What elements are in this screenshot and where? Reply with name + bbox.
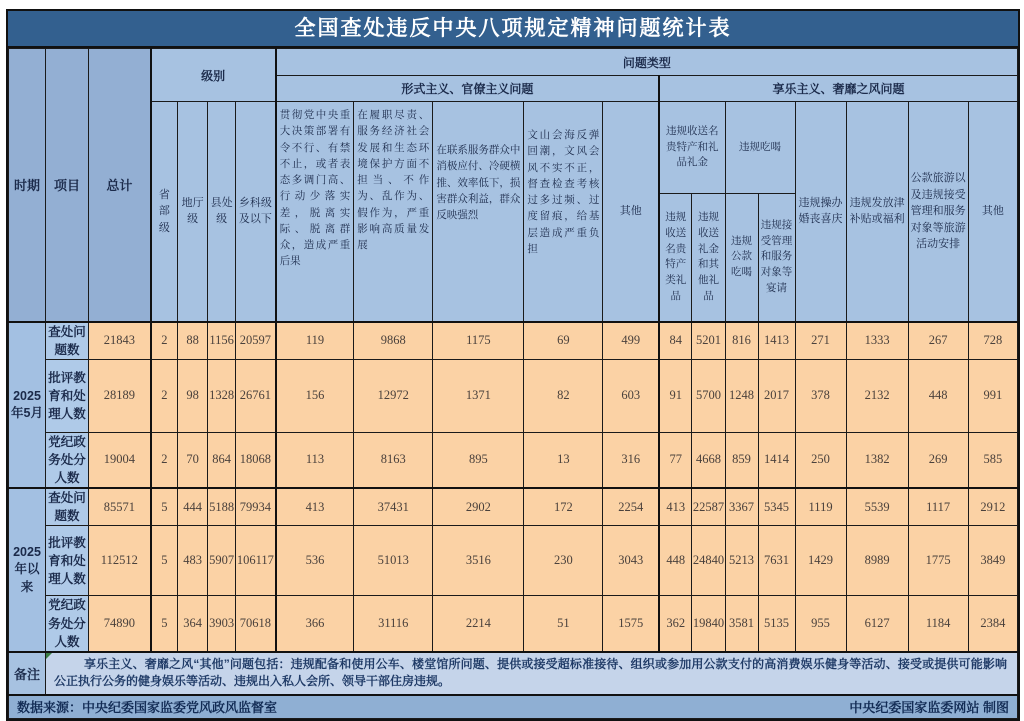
value-cell: 12972 (354, 359, 433, 432)
value-cell: 895 (433, 432, 524, 488)
header-formalism-group: 形式主义、官僚主义问题 (276, 76, 659, 102)
value-cell: 5539 (846, 488, 908, 526)
value-cell: 413 (659, 488, 692, 526)
value-cell: 378 (795, 359, 846, 432)
header-formalism-col-3: 在联系服务群众中消极应付、冷硬横推、效率低下，损害群众利益，群众反映强烈 (433, 102, 524, 322)
value-cell: 113 (276, 432, 354, 488)
remark-label: 备注 (9, 652, 46, 695)
period-label: 2025年以来 (9, 488, 46, 652)
value-cell: 1156 (208, 322, 236, 360)
value-cell: 5188 (208, 488, 236, 526)
remark-row (9, 652, 1018, 695)
value-cell: 21843 (89, 322, 151, 360)
statistics-table (8, 48, 1018, 719)
value-cell: 119 (276, 322, 354, 360)
value-cell: 1333 (846, 322, 908, 360)
value-cell: 7631 (758, 526, 795, 596)
header-total: 总计 (89, 49, 151, 322)
header-gift-col-specialty: 违规收送名贵特产类礼品 (659, 194, 692, 322)
value-cell: 3516 (433, 526, 524, 596)
header-hedonism-col-travel: 公款旅游以及违规接受管理和服务对象等旅游活动安排 (908, 102, 968, 322)
value-cell: 70618 (236, 596, 276, 652)
table-body (9, 322, 1018, 652)
value-cell: 2 (151, 432, 178, 488)
header-formalism-col-1: 贯彻党中央重大决策部署有令不行、有禁不止，或者表态多调门高、行动少落实差，脱离实际、脱离群众，造成严重后果 (276, 102, 354, 322)
item-label: 批评教育和处理人数 (46, 526, 89, 596)
value-cell: 3581 (725, 596, 758, 652)
header-hedonism-group: 享乐主义、奢靡之风问题 (659, 76, 1018, 102)
value-cell: 2017 (758, 359, 795, 432)
table-row (9, 359, 1018, 432)
item-label: 查处问题数 (46, 488, 89, 526)
period-label: 2025年5月 (9, 322, 46, 489)
value-cell: 74890 (89, 596, 151, 652)
value-cell: 112512 (89, 526, 151, 596)
value-cell: 1184 (908, 596, 968, 652)
value-cell: 1371 (433, 359, 524, 432)
table-row (9, 322, 1018, 360)
value-cell: 366 (276, 596, 354, 652)
value-cell: 271 (795, 322, 846, 360)
value-cell: 69 (524, 322, 603, 360)
value-cell: 362 (659, 596, 692, 652)
value-cell: 1775 (908, 526, 968, 596)
value-cell: 79934 (236, 488, 276, 526)
header-level-group: 级别 (151, 49, 276, 102)
value-cell: 1414 (758, 432, 795, 488)
value-cell: 24840 (692, 526, 725, 596)
value-cell: 1248 (725, 359, 758, 432)
header-gift-col-money: 违规收送礼金和其他礼品 (692, 194, 725, 322)
item-label: 查处问题数 (46, 322, 89, 360)
header-dining-col-banquet: 违规接受管理和服务对象等宴请 (758, 194, 795, 322)
header-gift-group: 违规收送名贵特产和礼品礼金 (659, 102, 725, 194)
value-cell: 2254 (603, 488, 659, 526)
header-level-township: 乡科级及以下 (236, 102, 276, 322)
value-cell: 77 (659, 432, 692, 488)
value-cell: 250 (795, 432, 846, 488)
value-cell: 2 (151, 359, 178, 432)
value-cell: 5213 (725, 526, 758, 596)
value-cell: 230 (524, 526, 603, 596)
value-cell: 5 (151, 526, 178, 596)
value-cell: 3903 (208, 596, 236, 652)
statistics-table-container (6, 9, 1020, 721)
value-cell: 1413 (758, 322, 795, 360)
value-cell: 413 (276, 488, 354, 526)
value-cell: 3849 (968, 526, 1017, 596)
value-cell: 728 (968, 322, 1017, 360)
item-label: 批评教育和处理人数 (46, 359, 89, 432)
value-cell: 9868 (354, 322, 433, 360)
table-header (9, 49, 1018, 322)
value-cell: 18068 (236, 432, 276, 488)
value-cell: 91 (659, 359, 692, 432)
remark-cell (46, 652, 1018, 695)
header-item: 项目 (46, 49, 89, 322)
value-cell: 5135 (758, 596, 795, 652)
header-problem-group: 问题类型 (276, 49, 1018, 76)
credit-text: 中央纪委国家监委网站 制图 (849, 700, 1009, 716)
value-cell: 2 (151, 322, 178, 360)
table-row (9, 432, 1018, 488)
value-cell: 585 (968, 432, 1017, 488)
table-row (9, 488, 1018, 526)
value-cell: 106117 (236, 526, 276, 596)
value-cell: 364 (178, 596, 208, 652)
header-dining-col-public: 违规公款吃喝 (725, 194, 758, 322)
value-cell: 5201 (692, 322, 725, 360)
header-period: 时期 (9, 49, 46, 322)
item-label: 党纪政务处分人数 (46, 432, 89, 488)
value-cell: 28189 (89, 359, 151, 432)
header-dining-group: 违规吃喝 (725, 102, 795, 194)
header-level-province: 省部级 (151, 102, 178, 322)
value-cell: 1119 (795, 488, 846, 526)
value-cell: 5 (151, 488, 178, 526)
header-level-prefecture: 地厅级 (178, 102, 208, 322)
item-label: 党纪政务处分人数 (46, 596, 89, 652)
value-cell: 82 (524, 359, 603, 432)
value-cell: 1328 (208, 359, 236, 432)
value-cell: 1429 (795, 526, 846, 596)
value-cell: 3043 (603, 526, 659, 596)
value-cell: 444 (178, 488, 208, 526)
value-cell: 859 (725, 432, 758, 488)
header-formalism-col-4: 文山会海反弹回潮，文风会风不实不正，督查检查考核过多过频、过度留痕，给基层造成严重负担 (524, 102, 603, 322)
value-cell: 26761 (236, 359, 276, 432)
value-cell: 816 (725, 322, 758, 360)
value-cell: 2214 (433, 596, 524, 652)
value-cell: 1175 (433, 322, 524, 360)
value-cell: 13 (524, 432, 603, 488)
value-cell: 70 (178, 432, 208, 488)
value-cell: 22587 (692, 488, 725, 526)
cell-corner-marker (46, 653, 52, 659)
source-row (9, 695, 1018, 719)
value-cell: 51013 (354, 526, 433, 596)
value-cell: 448 (659, 526, 692, 596)
value-cell: 51 (524, 596, 603, 652)
value-cell: 483 (178, 526, 208, 596)
value-cell: 84 (659, 322, 692, 360)
header-hedonism-col-other: 其他 (968, 102, 1017, 322)
value-cell: 2132 (846, 359, 908, 432)
value-cell: 19004 (89, 432, 151, 488)
value-cell: 5 (151, 596, 178, 652)
value-cell: 85571 (89, 488, 151, 526)
value-cell: 5907 (208, 526, 236, 596)
table-title: 全国查处违反中央八项规定精神问题统计表 (8, 11, 1018, 48)
header-hedonism-col-wedding: 违规操办婚丧喜庆 (795, 102, 846, 322)
value-cell: 864 (208, 432, 236, 488)
value-cell: 1382 (846, 432, 908, 488)
value-cell: 955 (795, 596, 846, 652)
value-cell: 5345 (758, 488, 795, 526)
value-cell: 19840 (692, 596, 725, 652)
value-cell: 2384 (968, 596, 1017, 652)
value-cell: 1117 (908, 488, 968, 526)
value-cell: 31116 (354, 596, 433, 652)
header-hedonism-col-allowance: 违规发放津补贴或福利 (846, 102, 908, 322)
header-formalism-col-other: 其他 (603, 102, 659, 322)
value-cell: 1575 (603, 596, 659, 652)
value-cell: 156 (276, 359, 354, 432)
value-cell: 499 (603, 322, 659, 360)
value-cell: 8163 (354, 432, 433, 488)
value-cell: 20597 (236, 322, 276, 360)
value-cell: 2902 (433, 488, 524, 526)
value-cell: 172 (524, 488, 603, 526)
value-cell: 8989 (846, 526, 908, 596)
table-row (9, 526, 1018, 596)
value-cell: 269 (908, 432, 968, 488)
value-cell: 98 (178, 359, 208, 432)
table-row (9, 596, 1018, 652)
value-cell: 448 (908, 359, 968, 432)
value-cell: 5700 (692, 359, 725, 432)
value-cell: 37431 (354, 488, 433, 526)
value-cell: 4668 (692, 432, 725, 488)
header-level-county: 县处级 (208, 102, 236, 322)
value-cell: 316 (603, 432, 659, 488)
value-cell: 536 (276, 526, 354, 596)
value-cell: 267 (908, 322, 968, 360)
data-source-text: 数据来源：中央纪委国家监委党风政风监督室 (17, 700, 278, 716)
remark-text: 享乐主义、奢靡之风“其他”问题包括：违规配备和使用公车、楼堂馆所问题、提供或接受超标准接待、组织或参加用公款支付的高消费娱乐健身等活动、接受或提供可能影响公正执行公务的健身娱乐等活动、违规出入私人会所、领导干部住房违规。 (54, 656, 1007, 689)
value-cell: 3367 (725, 488, 758, 526)
value-cell: 6127 (846, 596, 908, 652)
value-cell: 603 (603, 359, 659, 432)
value-cell: 2912 (968, 488, 1017, 526)
value-cell: 88 (178, 322, 208, 360)
value-cell: 991 (968, 359, 1017, 432)
header-formalism-col-2: 在履职尽责、服务经济社会发展和生态环境保护方面不担当、不作为、乱作为、假作为，严重影响高质量发展 (354, 102, 433, 322)
